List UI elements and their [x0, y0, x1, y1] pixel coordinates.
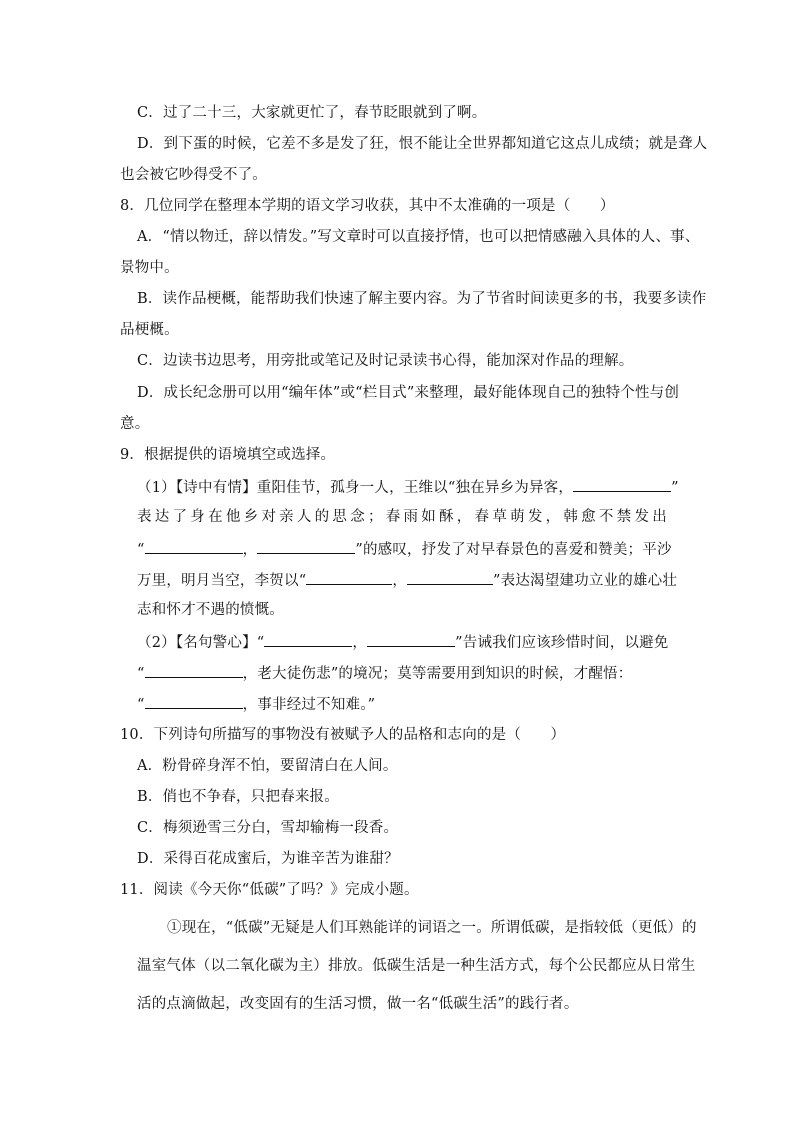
q9-part1-line2-char: 春	[474, 509, 490, 525]
q8-option-a-line2: 景物中。	[120, 260, 179, 276]
q9-part1-line2-char: 春	[385, 509, 401, 525]
q9-part1-line2-char: 出	[652, 509, 667, 525]
q10-option-b: B．俏也不争春，只把春来报。	[137, 789, 339, 805]
open-quote: “	[137, 542, 145, 558]
q9-part1-line2-char: 他	[225, 509, 241, 525]
q9-stem: 9．根据提供的语境填空或选择。	[120, 447, 336, 463]
q7-option-d-line1: D．到下蛋的时候，它差不多是发了狂，恨不能让全世界都知道它这点儿成绩；就是聋人	[137, 136, 708, 152]
q9-part1-line3-text: ”的感叹，抒发了对早春景色的喜爱和赞美；平沙	[355, 542, 672, 558]
fill-blank[interactable]	[264, 631, 352, 647]
q9-part1-line4-text: 万里，明月当空，李贺以“	[137, 573, 307, 589]
q10-option-c: C．梅须逊雪三分白，雪却输梅一段香。	[137, 820, 399, 836]
q11-stem: 11．阅读《今天你“低碳”了吗？》完成小题。	[120, 882, 419, 898]
q10-stem: 10．下列诗句所描写的事物没有被赋予人的品格和志向的是（ ）	[120, 727, 566, 743]
q10-option-a: A．粉骨碎身浑不怕，要留清白在人间。	[137, 758, 398, 774]
q9-part1-line2-char: ；	[367, 509, 383, 525]
q9-part1-line2-char: 雨	[403, 509, 419, 525]
fill-blank[interactable]	[367, 631, 455, 647]
fill-blank[interactable]	[306, 569, 392, 585]
comma: ，	[352, 635, 368, 651]
q9-part1-line2-char: 思	[332, 509, 348, 525]
q9-part2-line1	[137, 631, 669, 653]
q8-option-d-line1: D．成长纪念册可以用“编年体”或“栏目式”来整理，最好能体现自己的独特个性与创	[137, 385, 680, 401]
q9-part1-line2-char: 乡	[243, 509, 259, 525]
q11-paragraph1-line1: ①现在，“低碳”无疑是人们耳熟能详的词语之一。所谓低碳，是指较低（更低）的	[167, 920, 697, 936]
open-quote: “	[137, 697, 145, 713]
q9-part1-line2-char: 不	[598, 509, 614, 525]
q9-part2-line3-text: ，事非经过不知难。”	[242, 697, 376, 713]
q9-part2-line2	[137, 662, 632, 684]
q9-part1-line2-char: 的	[314, 509, 330, 525]
q9-part1-line2-char: 达	[154, 509, 170, 525]
q9-part1-line2-char: 身	[190, 509, 205, 525]
q9-part1-line2-char: ，	[456, 509, 472, 525]
q9-part1-line2-char: 了	[172, 509, 188, 525]
fill-blank[interactable]	[573, 476, 671, 492]
q10-option-d: D．采得百花成蜜后，为谁辛苦为谁甜？	[137, 851, 399, 867]
q8-option-b-line2: 品梗概。	[120, 322, 179, 338]
q9-part1-line2-char: ，	[545, 509, 561, 525]
q9-part1-line2-char: 酥	[439, 509, 454, 525]
q9-part1-line3	[137, 538, 672, 560]
q9-part2-line2-text: ，老大徒伤悲”的境况；莫等需要用到知识的时候，才醒悟：	[242, 666, 633, 682]
q9-part1-line2-char: 禁	[616, 509, 632, 525]
q9-part1-line2	[137, 507, 667, 527]
fill-blank[interactable]	[257, 538, 355, 554]
open-quote: “	[137, 666, 145, 682]
q9-part1-line2-char: 在	[208, 509, 223, 525]
fill-blank[interactable]	[407, 569, 493, 585]
q9-part1-line1	[137, 476, 679, 498]
q9-part1-line2-char: 发	[634, 509, 650, 525]
fill-blank[interactable]	[145, 662, 243, 678]
q8-option-b-line1: B．读作品梗概，能帮助我们快速了解主要内容。为了节省时间读更多的书，我要多读作	[137, 291, 707, 307]
q9-part2-line1-end: ”告诫我们应该珍惜时间，以避免	[455, 635, 669, 651]
q9-part1-line4	[137, 569, 677, 591]
q9-part1-line4-end: ”表达渴望建功立业的雄心壮	[493, 573, 678, 589]
q7-option-d-line2: 也会被它吵得受不了。	[120, 167, 267, 183]
q8-option-d-line2: 意。	[120, 416, 150, 432]
q9-part1-line2-char: 愈	[581, 509, 596, 525]
q7-option-c: C．过了二十三，大家就更忙了，春节眨眼就到了啊。	[137, 105, 487, 121]
q9-part1-line5: 志和怀才不遇的愤慨。	[137, 602, 284, 618]
comma: ，	[242, 542, 258, 558]
comma: ，	[392, 573, 408, 589]
fill-blank[interactable]	[145, 538, 243, 554]
q9-part1-line2-char: 发	[527, 509, 543, 525]
q9-part2-line1-text: （2）【名句警心】“	[137, 635, 265, 651]
fill-blank[interactable]	[145, 693, 243, 709]
q9-part1-line2-char: 人	[296, 509, 312, 525]
q8-option-a-line1: A．“情以物迁，辞以情发。”写文章时可以直接抒情，也可以把情感融入具体的人、事、	[137, 229, 700, 245]
q9-part1-line2-char: 韩	[563, 509, 579, 525]
q9-part1-line2-char: 萌	[510, 509, 525, 525]
q9-part1-line2-char: 念	[350, 509, 365, 525]
q8-stem: 8．几位同学在整理本学期的语文学习收获，其中不太准确的一项是（ ）	[120, 198, 615, 214]
q9-part1-line2-char: 对	[261, 509, 277, 525]
q9-part1-line2-char: 亲	[279, 509, 294, 525]
q9-part1-line2-char: 如	[421, 509, 436, 525]
q9-part1-line1-text: （1）【诗中有情】重阳佳节，孤身一人，王维以“独在异乡为异客，	[137, 480, 574, 496]
q9-part1-line2-char: 草	[492, 509, 508, 525]
q11-paragraph1-line2: 温室气体（以二氧化碳为主）排放。低碳生活是一种生活方式，每个公民都应从日常生	[137, 958, 696, 974]
q11-paragraph1-line3: 活的点滴做起，改变固有的生活习惯，做一名“低碳生活”的践行者。	[137, 996, 579, 1012]
q9-part1-line1-quote: ”	[671, 480, 679, 496]
q9-part1-line2-char: 表	[137, 509, 152, 525]
q9-part2-line3	[137, 693, 375, 715]
q8-option-c: C．边读书边思考，用旁批或笔记及时记录读书心得，能加深对作品的理解。	[137, 353, 634, 369]
